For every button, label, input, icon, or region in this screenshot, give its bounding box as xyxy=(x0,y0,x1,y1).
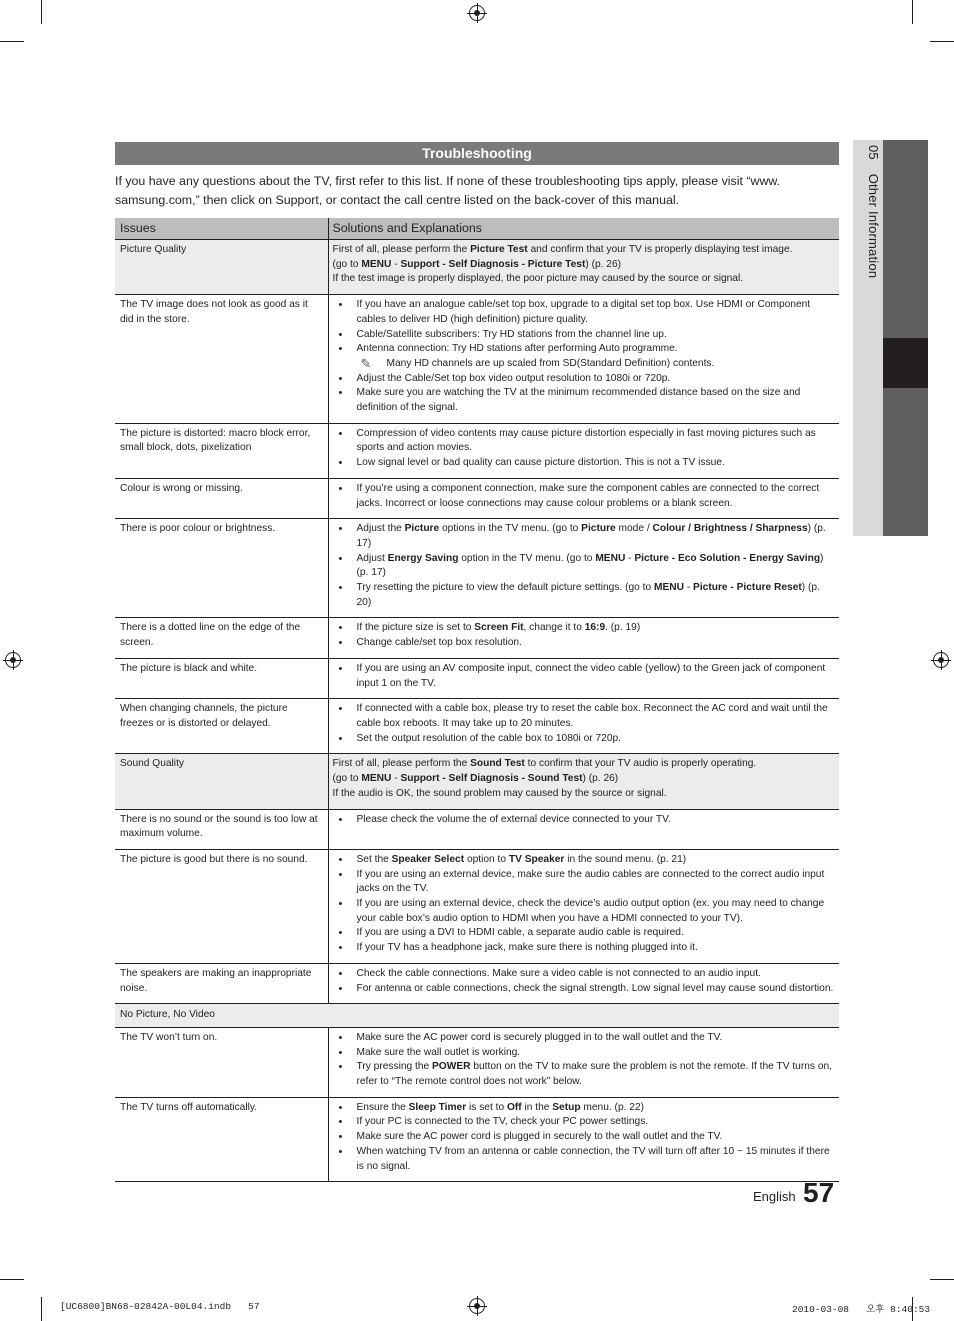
list-item: • Adjust Energy Saving option in the TV menu. (go to MENU - Picture - Eco Solution - Energy Saving) (p. 17) xyxy=(333,552,836,581)
crop-mark xyxy=(41,1297,42,1321)
registration-mark-icon xyxy=(933,652,949,668)
issue-cell: Sound Quality xyxy=(115,754,328,809)
crop-mark xyxy=(912,0,913,24)
solution-cell xyxy=(328,519,839,618)
table-row xyxy=(115,295,839,424)
registration-mark-icon xyxy=(469,1298,485,1314)
list-item: • Make sure the AC power cord is securely plugged in to the wall outlet and the TV. xyxy=(333,1031,836,1046)
list-item: • Set the output resolution of the cable box to 1080i or 720p. xyxy=(333,732,836,747)
table-row xyxy=(115,699,839,754)
list-item: • Cable/Satellite subscribers: Try HD stations from the channel line up. xyxy=(333,328,836,343)
list-item: • Low signal level or bad quality can cause picture distortion. This is not a TV issue. xyxy=(333,456,836,471)
chapter-tab-label xyxy=(855,145,881,345)
list-item: • Set the Speaker Select option to TV Speaker in the sound menu. (p. 21) xyxy=(333,853,836,868)
table-row xyxy=(115,809,839,849)
table-row xyxy=(115,1027,839,1097)
solution-cell xyxy=(328,809,839,849)
list-item: • Ensure the Sleep Timer is set to Off in the Setup menu. (p. 22) xyxy=(333,1101,836,1116)
table-row xyxy=(115,658,839,698)
solution-cell xyxy=(328,423,839,478)
registration-mark-icon xyxy=(469,5,485,21)
table-row xyxy=(115,618,839,658)
table-row xyxy=(115,519,839,618)
column-header-issues: Issues xyxy=(115,218,328,240)
intro-paragraph: If you have any questions about the TV, first refer to this list. If none of these troubleshooting tips apply, please visit “www. samsung.com,” then click on Support, or contact the call centre listed on the back-cover of this manual. xyxy=(115,174,781,207)
issue-cell: The TV won’t turn on. xyxy=(115,1027,328,1097)
list-item: • If you are using an external device, check the device’s audio output option (ex. you may need to change your cable box’s audio option to HDMI when you have a HDMI connected to your TV). xyxy=(333,897,836,926)
crop-mark xyxy=(930,1279,954,1280)
print-slug-date: 2010-03-08 오후 8:40:53 xyxy=(792,1304,931,1315)
issue-cell: There is no sound or the sound is too low at maximum volume. xyxy=(115,809,328,849)
solution-cell xyxy=(328,478,839,518)
solution-cell xyxy=(328,658,839,698)
list-item: • If you are using an external device, make sure the audio cables are connected to the correct audio input jacks on the TV. xyxy=(333,868,836,897)
crop-mark xyxy=(41,0,42,24)
list-item: • If you have an analogue cable/set top box, upgrade to a digital set top box. Use HDMI or Component cables to deliver HD (high definition) picture quality. xyxy=(333,298,836,327)
list-item: • If your PC is connected to the TV, check your PC power settings. xyxy=(333,1115,836,1130)
list-item: • Try resetting the picture to view the default picture settings. (go to MENU - Picture - Picture Reset) (p. 20) xyxy=(333,581,836,610)
list-item: • Compression of video contents may cause picture distortion especially in fast moving pictures such as sports and action movies. xyxy=(333,427,836,456)
list-item: • If the picture size is set to Screen Fit, change it to 16:9. (p. 19) xyxy=(333,621,836,636)
solution-cell xyxy=(328,1097,839,1182)
issue-cell: The speakers are making an inappropriate noise. xyxy=(115,963,328,1003)
category-row-sound-quality xyxy=(115,754,839,809)
issue-cell: The TV turns off automatically. xyxy=(115,1097,328,1182)
issue-cell: The picture is distorted: macro block error, small block, dots, pixelization xyxy=(115,423,328,478)
chapter-title: Other Information xyxy=(866,173,881,279)
issue-cell: The TV image does not look as good as it did in the store. xyxy=(115,295,328,424)
category-label: No Picture, No Video xyxy=(115,1004,839,1028)
issue-cell: The picture is good but there is no sound. xyxy=(115,849,328,963)
note-item: ✎ Many HD channels are up scaled from SD(Standard Definition) contents. xyxy=(333,357,836,372)
list-item: • Adjust the Picture options in the TV menu. (go to Picture mode / Colour / Brightness / Sharpness) (p. 17) xyxy=(333,522,836,551)
list-item: • When watching TV from an antenna or cable connection, the TV will turn off after 10 ~ 15 minutes if there is no signal. xyxy=(333,1145,836,1174)
list-item: • Make sure the AC power cord is plugged in securely to the wall outlet and the TV. xyxy=(333,1130,836,1145)
issue-cell: There is a dotted line on the edge of the screen. xyxy=(115,618,328,658)
solution-cell: First of all, please perform the Sound Test to confirm that your TV audio is properly operating. (go to MENU - Support - Self Diagnosis - Sound Test) (p. 26) If the audio is OK, the sound problem may caused by the source or signal. xyxy=(328,754,839,809)
chapter-number: 05 xyxy=(866,145,881,160)
registration-mark-icon xyxy=(5,652,21,668)
issue-cell: There is poor colour or brightness. xyxy=(115,519,328,618)
list-item: • If you are using a DVI to HDMI cable, a separate audio cable is required. xyxy=(333,926,836,941)
chapter-tab-marker xyxy=(883,338,928,388)
category-row-no-picture xyxy=(115,1004,839,1028)
list-item: • If your TV has a headphone jack, make sure there is nothing plugged into it. xyxy=(333,941,836,956)
issue-cell: When changing channels, the picture freezes or is distorted or delayed. xyxy=(115,699,328,754)
list-item: • Check the cable connections. Make sure a video cable is not connected to an audio input. xyxy=(333,967,836,982)
solution-cell xyxy=(328,1027,839,1097)
table-row xyxy=(115,1097,839,1182)
solution-cell: First of all, please perform the Picture Test and confirm that your TV is properly displaying test image. (go to MENU - Support - Self Diagnosis - Picture Test) (p. 26) If the test image is properly displayed, the poor picture may caused by the source or signal. xyxy=(328,240,839,295)
list-item: • Try pressing the POWER button on the TV to make sure the problem is not the remote. If the TV turns on, refer to “The remote control does not work” below. xyxy=(333,1060,836,1089)
solution-cell xyxy=(328,849,839,963)
list-item: • Make sure you are watching the TV at the minimum recommended distance based on the size and definition of the signal. xyxy=(333,386,836,415)
page-number: 57 xyxy=(803,1177,835,1208)
list-item: • If you’re using a component connection, make sure the component cables are connected to the correct jacks. Incorrect or loose connections may cause colour problems or a blank screen. xyxy=(333,482,836,511)
list-item: • Adjust the Cable/Set top box video output resolution to 1080i or 720p. xyxy=(333,372,836,387)
list-item: • Change cable/set top box resolution. xyxy=(333,636,836,651)
table-row xyxy=(115,849,839,963)
table-row xyxy=(115,963,839,1003)
issue-cell: Colour is wrong or missing. xyxy=(115,478,328,518)
troubleshooting-table xyxy=(115,218,839,1182)
solution-cell xyxy=(328,963,839,1003)
list-item: • If connected with a cable box, please try to reset the cable box. Reconnect the AC cord and wait until the cable box reboots. It may take up to 20 minutes. xyxy=(333,702,836,731)
issue-cell: Picture Quality xyxy=(115,240,328,295)
solution-cell xyxy=(328,618,839,658)
crop-mark xyxy=(930,41,954,42)
list-item: • Antenna connection: Try HD stations after performing Auto programme. xyxy=(333,342,836,357)
crop-mark xyxy=(0,41,24,42)
list-item: • Please check the volume the of external device connected to your TV. xyxy=(333,813,836,828)
solution-cell xyxy=(328,295,839,424)
list-item: • If you are using an AV composite input, connect the video cable (yellow) to the Green jack of component input 1 on the TV. xyxy=(333,662,836,691)
solution-cell xyxy=(328,699,839,754)
section-title: Troubleshooting xyxy=(115,142,839,165)
issue-cell: The picture is black and white. xyxy=(115,658,328,698)
list-item: • Make sure the wall outlet is working. xyxy=(333,1046,836,1061)
table-row xyxy=(115,478,839,518)
list-item: • For antenna or cable connections, check the signal strength. Low signal level may cause sound distortion. xyxy=(333,982,836,997)
footer-language: English xyxy=(753,1189,796,1204)
crop-mark xyxy=(0,1279,24,1280)
table-header-row xyxy=(115,218,839,240)
print-slug-file: [UC6800]BN68-02842A-00L04.indb 57 xyxy=(60,1301,260,1312)
column-header-solutions: Solutions and Explanations xyxy=(328,218,839,240)
category-row-picture-quality xyxy=(115,240,839,295)
table-row xyxy=(115,423,839,478)
